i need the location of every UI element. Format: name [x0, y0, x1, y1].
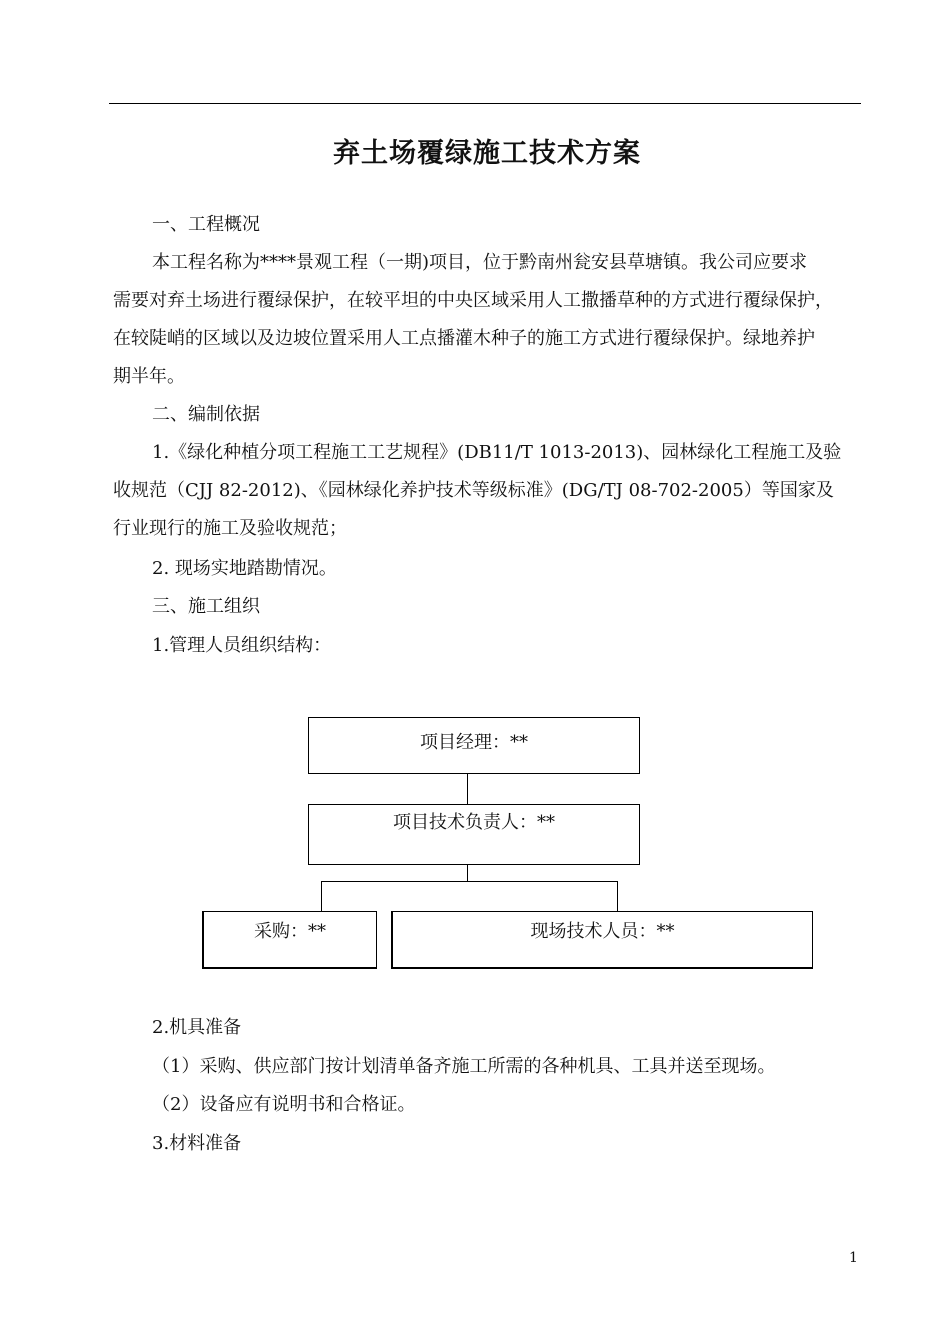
list-item-line: 行业现行的施工及验收规范； [113, 518, 347, 539]
org-connector [321, 881, 618, 882]
list-item: （1）采购、供应部门按计划清单备齐施工所需的各种机具、工具并送至现场。 [152, 1056, 776, 1077]
paragraph-line: 在较陡峭的区域以及边坡位置采用人工点播灌木种子的施工方式进行覆绿保护。绿地养护 [113, 328, 815, 349]
list-item-line: 收规范（CJJ 82-2012)、《园林绿化养护技术等级标准》(DG/TJ 08-702-2005）等国家及 [113, 480, 834, 501]
page-number: 1 [849, 1250, 858, 1266]
list-item: （2）设备应有说明书和合格证。 [152, 1094, 416, 1115]
org-label: 采购：** [254, 921, 326, 942]
list-item: 2. 现场实地踏勘情况。 [152, 558, 337, 579]
org-box-site-tech [391, 911, 813, 969]
org-box-purchasing [202, 911, 377, 969]
org-connector [321, 881, 322, 912]
org-box-project-manager [308, 717, 640, 774]
subsection-heading: 2.机具准备 [152, 1017, 242, 1038]
section-heading-organization: 三、施工组织 [152, 596, 260, 617]
document-title: 弃土场覆绿施工技术方案 [333, 138, 641, 169]
org-connector [467, 774, 468, 804]
org-connector [617, 881, 618, 912]
paragraph-line: 期半年。 [113, 366, 185, 387]
header-rule [109, 103, 861, 104]
org-label: 项目经理：** [420, 732, 528, 753]
org-label: 项目技术负责人：** [393, 812, 555, 833]
subsection-heading: 1.管理人员组织结构： [152, 635, 332, 656]
section-heading-overview: 一、工程概况 [152, 214, 260, 235]
org-box-tech-lead [308, 804, 640, 865]
paragraph-line: 需要对弃土场进行覆绿保护，在较平坦的中央区域采用人工撒播草种的方式进行覆绿保护， [113, 290, 833, 311]
subsection-heading: 3.材料准备 [152, 1133, 242, 1154]
section-heading-basis: 二、编制依据 [152, 404, 260, 425]
list-item-line: 1.《绿化种植分项工程施工工艺规程》(DB11/T 1013-2013)、园林绿化工程施工及验 [152, 442, 842, 463]
paragraph-line: 本工程名称为****景观工程（一期)项目，位于黔南州瓮安县草塘镇。我公司应要求 [152, 252, 808, 273]
org-connector [467, 865, 468, 882]
org-label: 现场技术人员：** [530, 921, 675, 942]
